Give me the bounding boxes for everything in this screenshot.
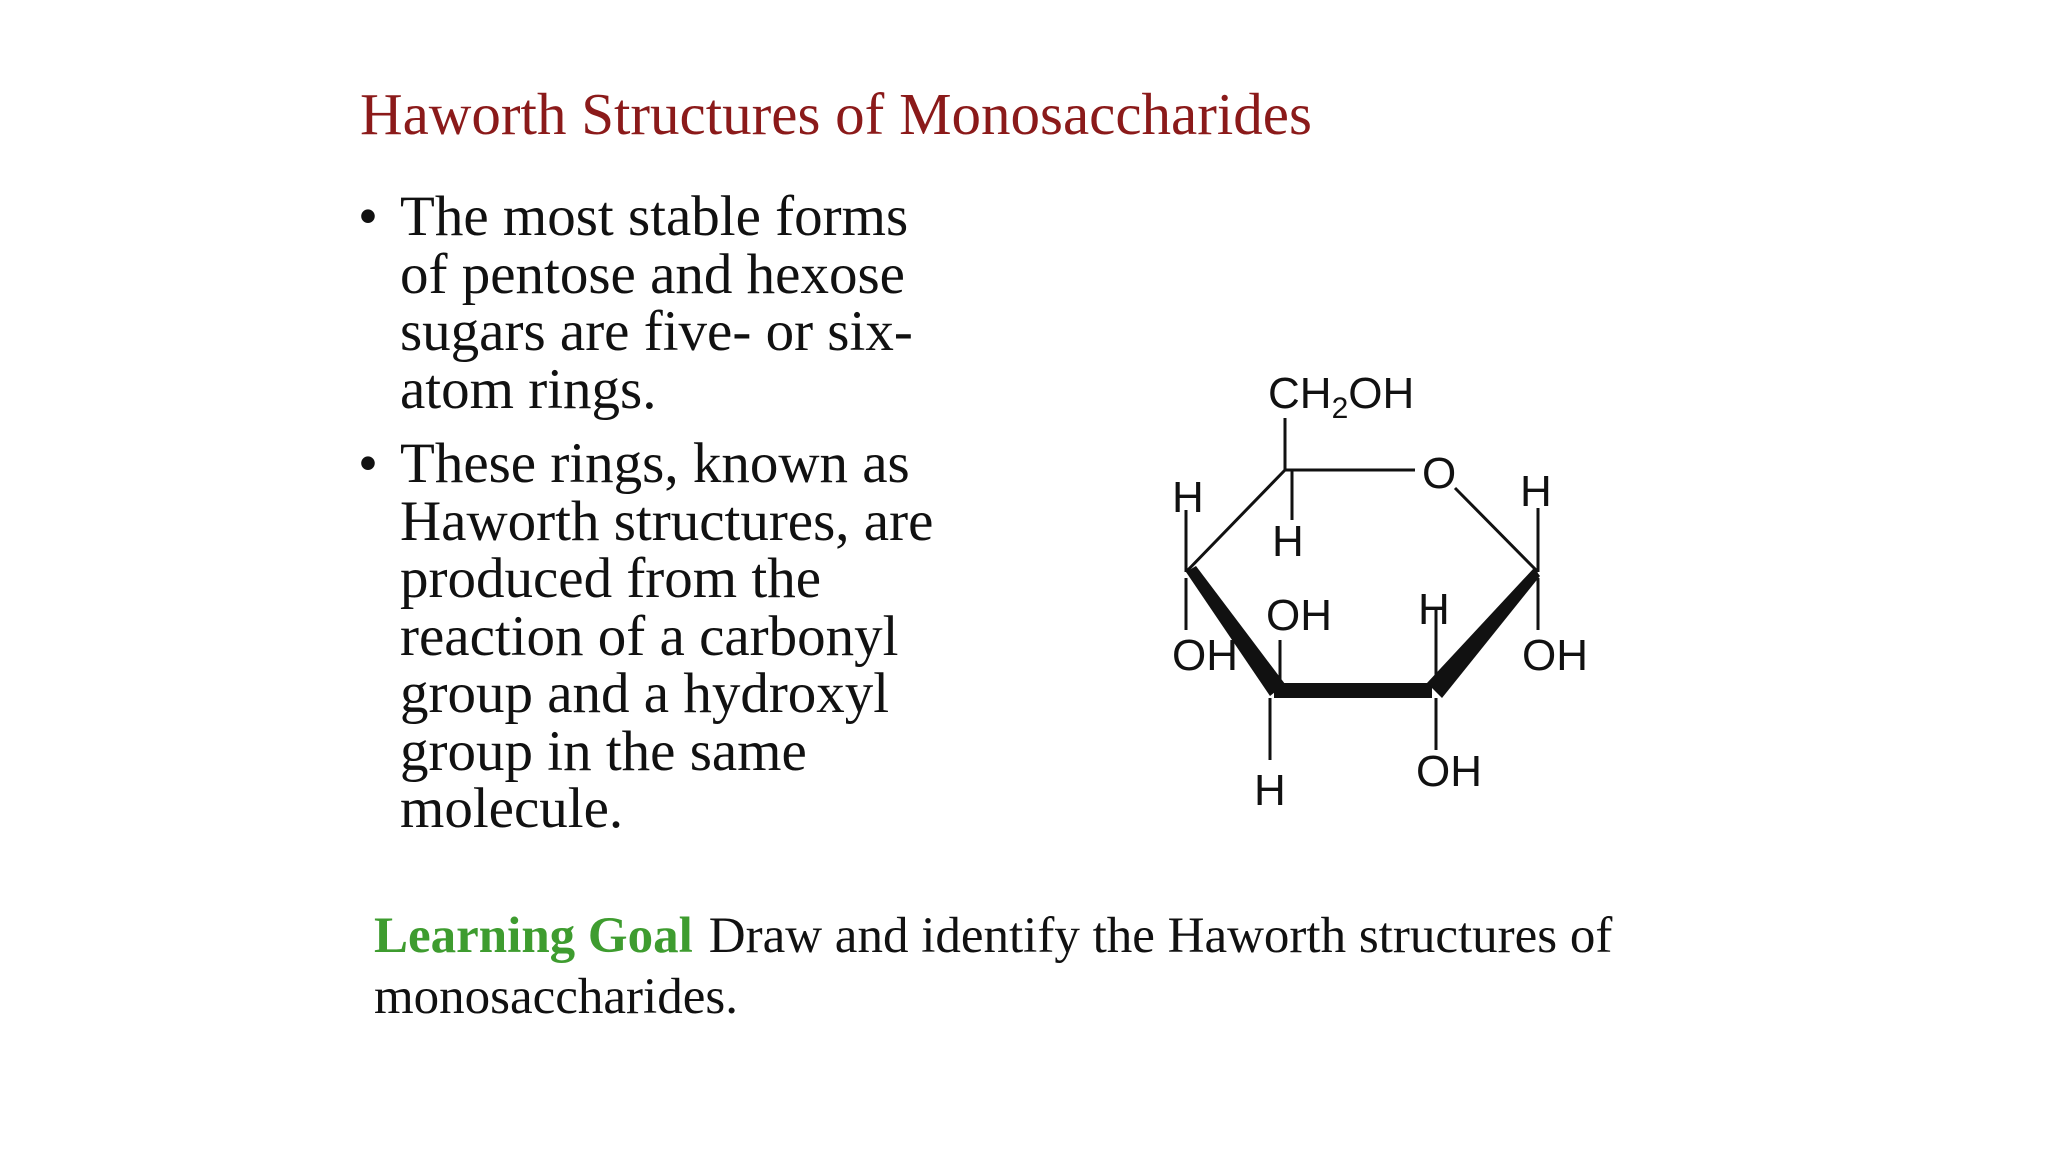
ch2oh-label	[1268, 369, 1414, 425]
bullet-text-line: molecule.	[400, 777, 624, 840]
c4-oh-label: OH	[1172, 631, 1238, 680]
bullet-text-line: group in the same	[400, 719, 807, 783]
c3-h-label: H	[1254, 766, 1286, 815]
learning-goal	[374, 906, 1704, 1028]
bullet-mark: •	[358, 432, 378, 495]
learning-goal-line	[374, 906, 1704, 967]
bullet-text-line: atom rings.	[400, 357, 657, 421]
haworth-structure-diagram	[1140, 360, 1640, 830]
bond-c3-c2-bold	[1274, 683, 1432, 698]
c2-h-label: H	[1418, 585, 1450, 634]
learning-goal-text: Draw and identify the Haworth structures of	[708, 908, 1613, 964]
bullet-item	[356, 432, 1016, 840]
bullet-text-line: These rings, known as	[400, 432, 910, 495]
ring-oxygen-label: O	[1422, 449, 1457, 498]
learning-goal-text-continued: monosaccharides.	[374, 969, 738, 1025]
slide-title: Haworth Structures of Monosaccharides	[360, 81, 1312, 147]
bullet-item	[356, 185, 1016, 421]
ch2oh-suffix: OH	[1348, 369, 1415, 418]
bullet-list	[356, 185, 1016, 855]
c1-oh-label: OH	[1522, 631, 1588, 680]
bullet-text-line: of pentose and hexose	[400, 242, 905, 306]
learning-goal-label: Learning Goal	[374, 908, 693, 964]
c1-h-label: H	[1520, 467, 1552, 516]
bullet-text-line: Haworth structures, are	[400, 489, 934, 553]
bullet-text-line: reaction of a carbonyl	[400, 604, 899, 668]
c3-oh-label: OH	[1266, 591, 1332, 640]
c4-h-label: H	[1172, 473, 1204, 522]
bullet-text-line: The most stable forms	[400, 185, 909, 248]
bullet-text-line: sugars are five- or six-	[400, 300, 913, 363]
c2-oh-label: OH	[1416, 747, 1482, 796]
ch2oh-subscript: 2	[1331, 392, 1349, 425]
ch2oh-prefix: CH	[1268, 369, 1332, 418]
bullet-text-line: produced from the	[400, 547, 822, 610]
bullet-text-line: group and a hydroxyl	[400, 662, 890, 725]
bullet-mark: •	[358, 185, 378, 248]
c5-h-label: H	[1272, 517, 1304, 566]
